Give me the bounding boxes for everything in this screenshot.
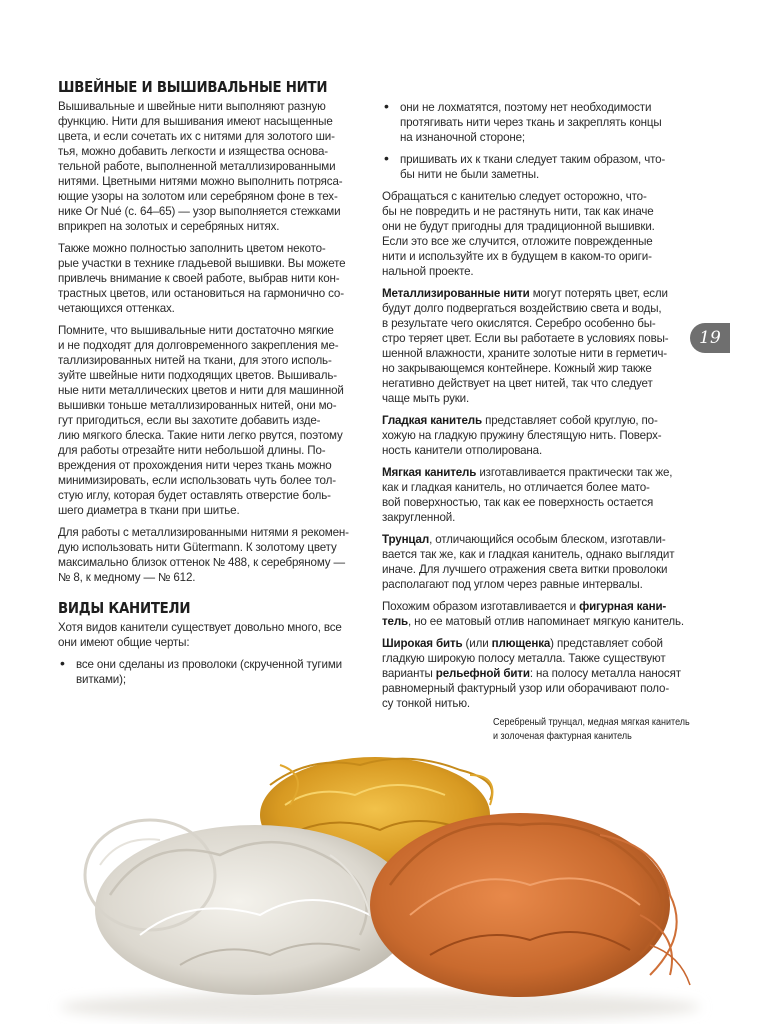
bullet-item: • они не лохматятся, поэтому нет необходимости протягивать нити через ткань и закреплять концы на изнаночной стороне; [382,100,688,145]
paragraph-bit: Широкая бить (или плющенка) представляет собой гладкую широкую полосу металла. Также существуют варианты рельефной бити: на полосу металла наносят равномерный фактурный узор или оборачивают поло- су тонкой нитью. [382,637,681,710]
paragraph: Также можно полностью заполнить цветом некото- рые участки в технике гладьевой вышивки. Вы можете привлечь внимание к своей работе, выбрав нити кон- трастных цветов, или остановиться на гармонично со- четающихся оттенках. [58,242,346,315]
term: плющенка [491,637,551,650]
term: фигурная кани- тель [382,600,667,628]
paragraph-figured: Похожим образом изготавливается и фигурная кани- тель, но ее матовый отлив напоминает мягкую канитель. [382,600,684,628]
shadow [60,991,700,1023]
term: Мягкая канитель [382,466,477,479]
term: Трунцал [382,533,430,546]
copper-kanitel-pile [370,813,690,997]
kanitel-photo [0,745,764,1024]
page-number-badge: 19 [690,323,730,353]
paragraph-soft: Мягкая канитель изготавливается практически так же, как и гладкая канитель, но отличается более мато- вой поверхностью, так как ее поверхность остается закругленной. [382,466,673,524]
bullet-item: • пришивать их к ткани следует таким образом, что- бы нити не были заметны. [382,152,688,182]
left-column [58,78,358,694]
paragraph: Хотя видов канители существует довольно много, все они имеют общие черты: [58,621,342,649]
bullet-item: • все они сделаны из проволоки (скрученной тугими витками); [58,657,358,687]
term: рельефной бити [435,667,530,680]
paragraph-truntsal: Трунцал, отличающийся особым блеском, изготавли- вается так же, как и гладкая канитель, однако выглядит иначе. Для лучшего отражения света витки проволоки располагают под углом через равные интервалы. [382,533,675,591]
right-column [382,100,688,718]
term: Широкая бить [382,637,463,650]
paragraph-metallic: Металлизированные нити могут потерять цвет, если будут долго подвергаться воздействию света и воды, в результате чего окислятся. Серебро особенно бы- стро теряет цвет. Если вы работаете в условиях повы- шенной влажности, храните золотые нити в герметич- но закрывающемся контейнере. Кожный жир также негативно действует на цвет нитей, так что следует чаще мыть руки. [382,287,669,405]
term: Гладкая канитель [382,414,483,427]
term: Металлизированные нити [382,287,530,300]
paragraph: Помните, что вышивальные нити достаточно мягкие и не подходят для долговременного закрепления ме- таллизированных нитей на ткани, для этого исполь- зуйте швейные нити подходящих цветов. Вышиваль- ные нити металлических цветов и нити для машинной вышивки тоньше металлизированных нитей, они мо- гут пригодиться, если вы захотите добавить изде- лию мягкого блеска. Такие нити легко рвутся, поэтому для работы отрезайте нити небольшой длины. По- вреждения от прохождения нити через ткань можно минимизировать, если использовать чуть более тол- стую иглу, которая будет оставлять отверстие боль- шего диаметра в ткани при шитье. [58,324,344,517]
paragraph: Для работы с металлизированными нитями я рекомен- дую использовать нити Gütermann. К золотому цвету максимально близок оттенок № 488, к серебряному — № 8, к медному — № 612. [58,526,349,584]
photo-caption: Серебреный трунцал, медная мягкая канитель и золоченая фактурная канитель [493,717,690,742]
section-heading-threads: ШВЕЙНЫЕ И ВЫШИВАЛЬНЫЕ НИТИ [58,78,328,96]
paragraph: Вышивальные и швейные нити выполняют разную функцию. Нити для вышивания имеют насыщенные цвета, и если сочетать их с нитями для золотого ши- тья, можно добавить легкости и изящества основа- тельной работе, выполненной металлизированными нитями. Цветными нитями можно выполнить потрясa- ющие узоры на золотом или серебряном фоне в тех- нике Or Nué (с. 64–65) — узор выполняется стежками вприкреп на золотых и серебряных нитях. [58,100,343,233]
paragraph-smooth: Гладкая канитель представляет собой круглую, по- хожую на гладкую пружину блестящую нить. Поверх- ность канители отполирована. [382,414,662,457]
paragraph: Обращаться с канителью следует осторожно, что- бы не повредить и не растянуть нити, так как иначе они не будут пригодны для традиционной вышивки. Если это все же случится, отложите поврежденные нити и используйте их в будущем в каком-то ориги- нальной проекте. [382,190,655,278]
section-heading-kanitel: ВИДЫ КАНИТЕЛИ [58,599,191,617]
